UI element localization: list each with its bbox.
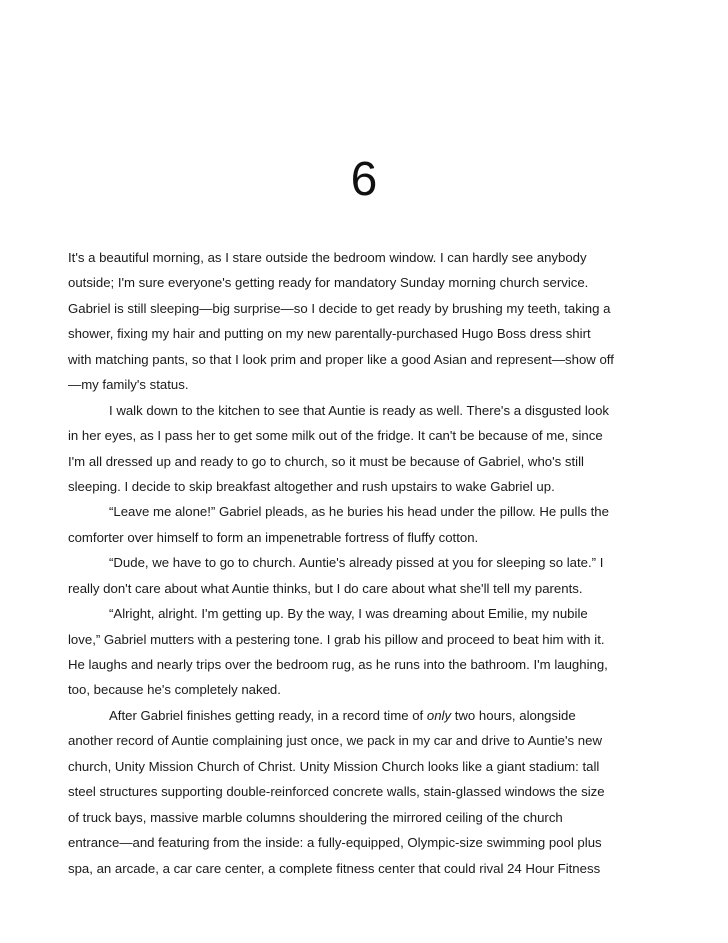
- text-line: It's a beautiful morning, as I stare outside the bedroom window. I can hardly see anybody: [68, 250, 587, 265]
- text-line: sleeping. I decide to skip breakfast altogether and rush upstairs to wake Gabriel up.: [68, 478, 555, 494]
- chapter-body: [68, 245, 664, 881]
- text-line: outside; I'm sure everyone's getting ready for mandatory Sunday morning church service.: [68, 275, 589, 291]
- text-fragment: After Gabriel finishes getting ready, in a record time of: [109, 707, 427, 723]
- text-line: [68, 703, 664, 728]
- chapter-number: 6: [350, 153, 378, 206]
- paragraph: [68, 398, 664, 500]
- text-line: I walk down to the kitchen to see that Auntie is ready as well. There's a disgusted look: [109, 402, 610, 418]
- paragraph: [68, 550, 664, 601]
- text-line: comforter over himself to form an impenetrable fortress of fluffy cotton.: [68, 529, 479, 545]
- text-line: of truck bays, massive marble columns shouldering the mirrored ceiling of the church: [68, 809, 563, 825]
- text-line: with matching pants, so that I look prim and proper like a good Asian and represent—show off: [68, 351, 614, 367]
- text-line: shower, fixing my hair and putting on my new parentally-purchased Hugo Boss dress shirt: [68, 326, 591, 342]
- text-line: “Alright, alright. I'm getting up. By the way, I was dreaming about Emilie, my nubile: [109, 606, 588, 622]
- text-line: church, Unity Mission Church of Christ. Unity Mission Church looks like a giant stadium: tall: [68, 758, 600, 774]
- text-line: Gabriel is still sleeping—big surprise—so I decide to get ready by brushing my teeth, taking a: [68, 300, 611, 316]
- paragraph: [68, 499, 664, 550]
- text-line: entrance—and featuring from the inside: a fully-equipped, Olympic-size swimming pool plus: [68, 835, 602, 851]
- text-line: another record of Auntie complaining just once, we pack in my car and drive to Auntie's new: [68, 733, 602, 749]
- text-line: spa, an arcade, a car care center, a complete fitness center that could rival 24 Hour Fitness: [68, 860, 601, 876]
- text-line: really don't care about what Auntie thinks, but I do care about what she'll tell my parents.: [68, 580, 583, 596]
- text-line: —my family's status.: [68, 377, 189, 393]
- text-fragment: two hours, alongside: [451, 707, 576, 723]
- text-line: “Dude, we have to go to church. Auntie's already pissed at you for sleeping so late.” I: [109, 555, 604, 571]
- text-line: I'm all dressed up and ready to go to church, so it must be because of Gabriel, who's still: [68, 453, 584, 469]
- paragraph: [68, 245, 664, 398]
- paragraph: [68, 703, 664, 881]
- text-line: in her eyes, as I pass her to get some milk out of the fridge. It can't be because of me, since: [68, 428, 603, 444]
- emphasized-word: only: [426, 707, 452, 723]
- text-line: too, because he's completely naked.: [68, 682, 281, 698]
- paragraph: [68, 601, 664, 703]
- text-line: “Leave me alone!” Gabriel pleads, as he buries his head under the pillow. He pulls the: [109, 504, 609, 520]
- text-line: steel structures supporting double-reinforced concrete walls, stain-glassed windows the size: [68, 784, 605, 800]
- text-line: He laughs and nearly trips over the bedroom rug, as he runs into the bathroom. I'm laughing,: [68, 657, 608, 672]
- text-line: love,” Gabriel mutters with a pestering tone. I grab his pillow and proceed to beat him with it.: [68, 631, 605, 647]
